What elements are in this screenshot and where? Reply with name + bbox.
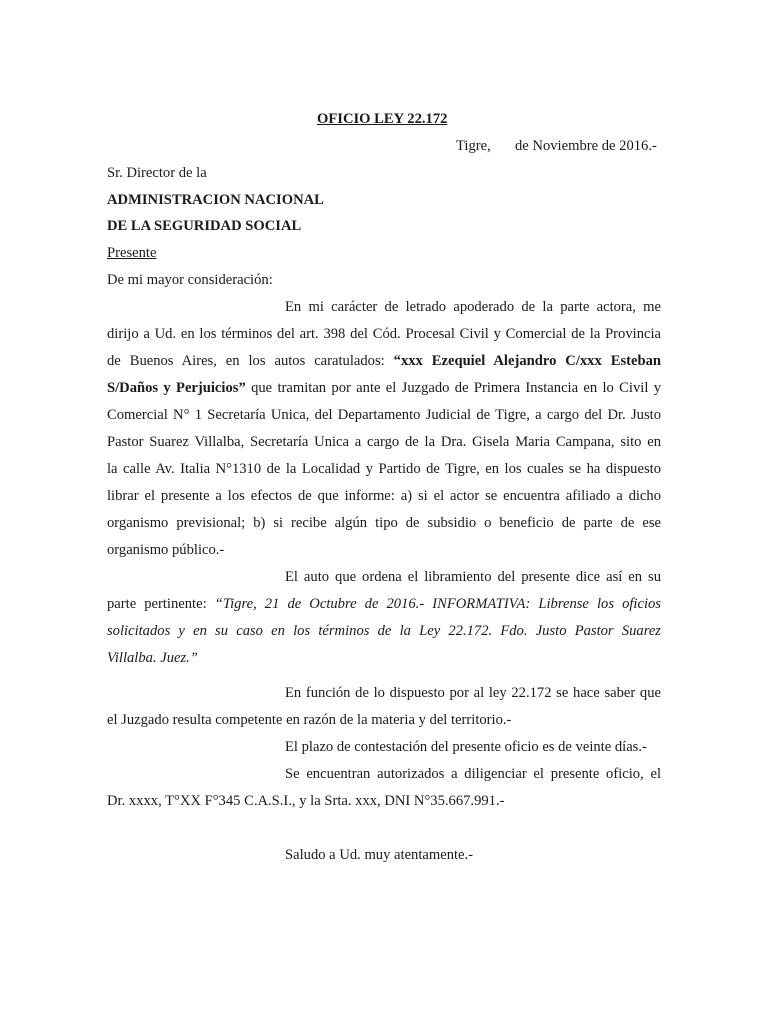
para1-line: Pastor Suarez Villalba, Secretaría Unica a cargo de la Dra. Gisela Maria Campana, sito en — [107, 434, 661, 450]
addressee-line-1: Sr. Director de la — [107, 165, 207, 181]
para1-line: librar el presente a los efectos de que informe: a) si el actor se encuentra afiliado a dicho — [107, 488, 661, 504]
para2-text: parte pertinente: — [107, 596, 215, 612]
para1-text: que tramitan por ante el Juzgado de Primera Instancia en lo Civil y — [245, 380, 661, 396]
case-title-cont: S/Daños y Perjuicios” — [107, 380, 246, 396]
quoted-order: “Tigre, 21 de Octubre de 2016.- INFORMATIVA: Librense los oficios — [214, 596, 661, 612]
para1-line — [107, 352, 661, 370]
addressee-line-3: DE LA SEGURIDAD SOCIAL — [107, 218, 302, 234]
para3-line: En función de lo dispuesto por al ley 22.172 se hace saber que — [285, 685, 661, 701]
presente-label: Presente — [107, 245, 157, 261]
para3-line: el Juzgado resulta competente en razón de la materia y del territorio.- — [107, 712, 512, 728]
para2-line: Villalba. Juez.” — [107, 650, 198, 666]
para1-line — [107, 379, 661, 397]
para1-line: organismo previsional; b) si recibe algún tipo de subsidio o beneficio de parte de ese — [107, 515, 661, 531]
date-place: Tigre, — [456, 138, 491, 154]
para1-line: la calle Av. Italia N°1310 de la Localidad y Partido de Tigre, en los cuales se ha dispuesto — [107, 461, 661, 477]
para1-line: dirijo a Ud. en los términos del art. 398 del Cód. Procesal Civil y Comercial de la Provincia — [107, 326, 661, 342]
para1-line: organismo público.- — [107, 542, 225, 558]
para2-line — [107, 595, 661, 613]
closing-line: Saludo a Ud. muy atentamente.- — [285, 847, 474, 863]
para5-line: Dr. xxxx, T°XX F°345 C.A.S.I., y la Srta. xxx, DNI N°35.667.991.- — [107, 793, 505, 809]
para5-line: Se encuentran autorizados a diligenciar el presente oficio, el — [285, 766, 661, 782]
para4-line: El plazo de contestación del presente oficio es de veinte días.- — [285, 739, 647, 755]
addressee-line-2: ADMINISTRACION NACIONAL — [107, 192, 324, 208]
document-title: OFICIO LEY 22.172 — [317, 111, 448, 127]
para1-text: de Buenos Aires, en los autos caratulados: — [107, 353, 394, 369]
para1-line: En mi carácter de letrado apoderado de la parte actora, me — [285, 299, 661, 315]
para1-line: Comercial N° 1 Secretaría Unica, del Departamento Judicial de Tigre, a cargo del Dr. Justo — [107, 407, 661, 423]
date-text: de Noviembre de 2016.- — [515, 138, 657, 154]
para2-line: solicitados y en su caso en los términos de la Ley 22.172. Fdo. Justo Pastor Suarez — [107, 623, 661, 639]
case-title: “xxx Ezequiel Alejandro C/xxx Esteban — [393, 353, 661, 369]
para2-line: El auto que ordena el libramiento del presente dice así en su — [285, 569, 661, 585]
greeting: De mi mayor consideración: — [107, 272, 273, 288]
